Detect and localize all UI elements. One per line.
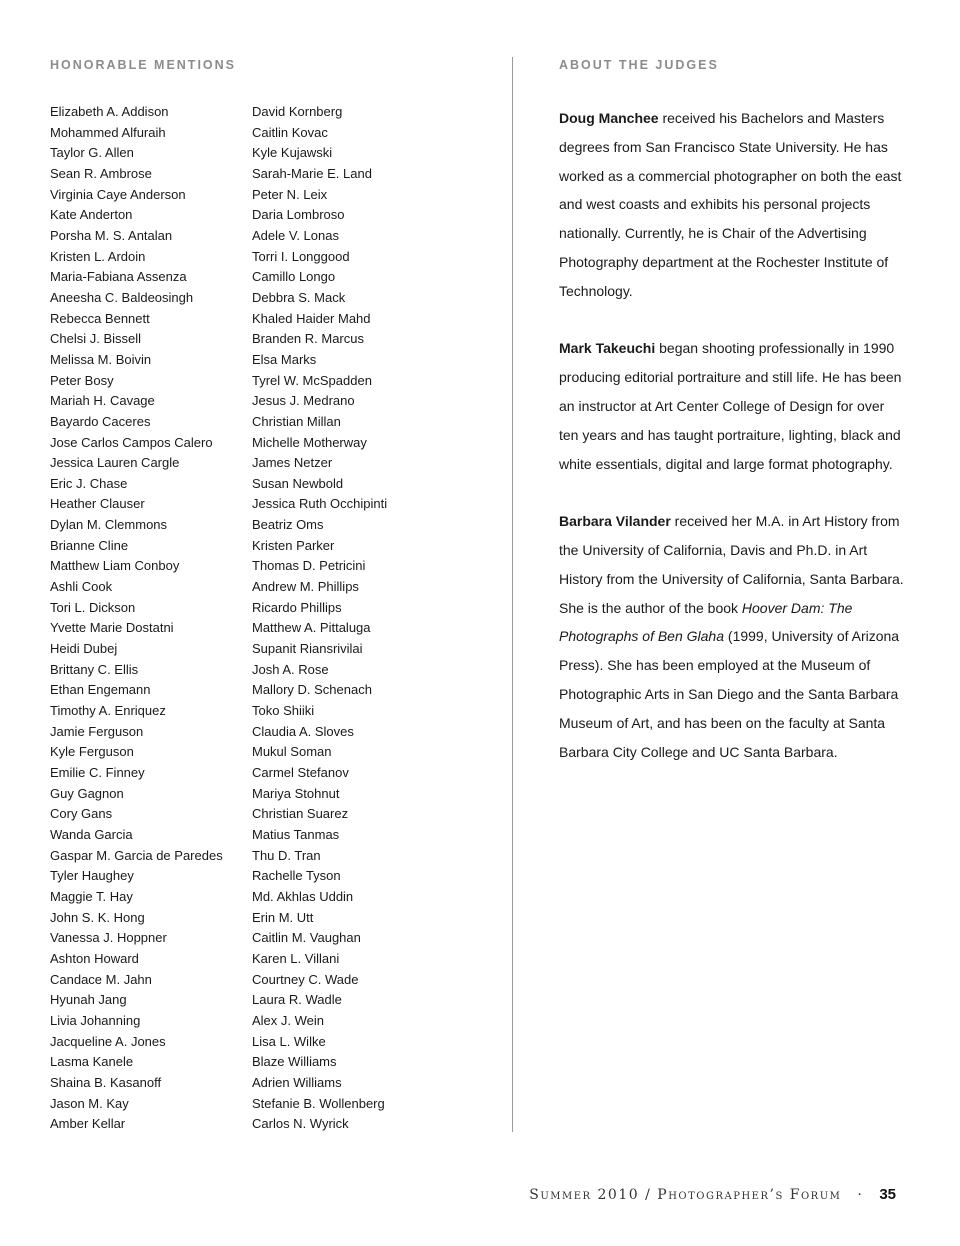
honoree-name: Kyle Kujawski bbox=[252, 145, 333, 161]
page-number: 35 bbox=[879, 1186, 896, 1203]
honoree-name: Cory Gans bbox=[50, 806, 113, 822]
honoree-name: Karen L. Villani bbox=[252, 950, 340, 966]
honoree-name: Ethan Engemann bbox=[50, 682, 151, 698]
honoree-name: Hyunah Jang bbox=[50, 992, 127, 1008]
honoree-name: Timothy A. Enriquez bbox=[50, 703, 166, 719]
about-judges-heading: ABOUT THE JUDGES bbox=[559, 58, 719, 72]
honoree-name: James Netzer bbox=[252, 455, 333, 471]
honoree-name: Adele V. Lonas bbox=[252, 227, 339, 243]
honoree-name: Elizabeth A. Addison bbox=[50, 104, 169, 119]
honoree-name: Matius Tanmas bbox=[252, 826, 340, 842]
honoree-name: Jamie Ferguson bbox=[50, 723, 144, 739]
honoree-name: Khaled Haider Mahd bbox=[252, 310, 371, 326]
honoree-name: Candace M. Jahn bbox=[50, 971, 152, 987]
honoree-name: Melissa M. Boivin bbox=[50, 351, 152, 367]
honoree-name: Maria-Fabiana Assenza bbox=[50, 269, 187, 285]
honoree-name: Blaze Williams bbox=[252, 1054, 337, 1070]
honoree-name: Sarah-Marie E. Land bbox=[252, 165, 372, 181]
honoree-name: Supanit Riansrivilai bbox=[252, 641, 363, 657]
honoree-name: Kristen Parker bbox=[252, 537, 335, 553]
honoree-name: Lisa L. Wilke bbox=[252, 1033, 326, 1049]
judge-bio-text: received his Bachelors and Masters degrees from San Francisco State University. He has worked as a commercial photographer on both the east and west coasts and exhibits his personal projects nationally. Currently, he is Chair of the Advertising Photography department at the Rochester Institute of Technology. bbox=[559, 110, 902, 299]
honoree-name: Jose Carlos Campos Calero bbox=[50, 434, 213, 450]
honoree-name: Vanessa J. Hoppner bbox=[50, 930, 167, 946]
honoree-name: Chelsi J. Bissell bbox=[50, 331, 142, 347]
honoree-name: Carlos N. Wyrick bbox=[252, 1116, 349, 1132]
honoree-name: Mariah H. Cavage bbox=[50, 393, 155, 409]
judge-bio bbox=[559, 507, 904, 766]
honoree-name: Maggie T. Hay bbox=[50, 888, 133, 904]
honoree-name: Jessica Ruth Occhipinti bbox=[252, 496, 388, 512]
honoree-name: Stefanie B. Wollenberg bbox=[252, 1095, 385, 1111]
honoree-name: Heidi Dubej bbox=[50, 641, 118, 657]
honoree-name: Amber Kellar bbox=[50, 1116, 126, 1132]
honoree-name: Branden R. Marcus bbox=[252, 331, 364, 347]
honoree-name: Matthew A. Pittaluga bbox=[252, 620, 371, 636]
judge-bio-text: began shooting professionally in 1990 producing editorial portraiture and still life. He has been an instructor at Art Center College of Design for over ten years and has taught portraiture, lighting, black and white essentials, digital and large format photography. bbox=[559, 340, 902, 472]
honoree-name: Guy Gagnon bbox=[50, 785, 124, 801]
honorable-mentions-right-column bbox=[252, 102, 472, 1135]
honoree-name: Brittany C. Ellis bbox=[50, 661, 139, 677]
honoree-name: Taylor G. Allen bbox=[50, 145, 134, 161]
publication-title: Summer 2010 / Photographer’s Forum bbox=[529, 1187, 842, 1203]
honoree-name: Claudia A. Sloves bbox=[252, 723, 354, 739]
honoree-name: Kyle Ferguson bbox=[50, 744, 134, 760]
honoree-name: Alex J. Wein bbox=[252, 1012, 325, 1028]
honoree-name: Ricardo Phillips bbox=[252, 599, 342, 615]
honoree-name: Adrien Williams bbox=[252, 1074, 342, 1090]
honoree-name: Md. Akhlas Uddin bbox=[252, 888, 354, 904]
footer-separator: · bbox=[857, 1187, 864, 1203]
honoree-name: Ashton Howard bbox=[50, 950, 139, 966]
honoree-name: Michelle Motherway bbox=[252, 434, 367, 450]
honorable-mentions-left-column bbox=[50, 102, 245, 1135]
honoree-name: John S. K. Hong bbox=[50, 909, 145, 925]
honoree-name: Jessica Lauren Cargle bbox=[50, 455, 180, 471]
honoree-name: Rachelle Tyson bbox=[252, 868, 341, 884]
honoree-name: Beatriz Oms bbox=[252, 517, 324, 533]
honoree-name: Sean R. Ambrose bbox=[50, 165, 152, 181]
honoree-name: Daria Lombroso bbox=[252, 207, 345, 223]
honoree-name: Josh A. Rose bbox=[252, 661, 329, 677]
honoree-name: Rebecca Bennett bbox=[50, 310, 150, 326]
honoree-name: Peter N. Leix bbox=[252, 186, 328, 202]
honoree-name: Mallory D. Schenach bbox=[252, 682, 372, 698]
honoree-name: Emilie C. Finney bbox=[50, 765, 145, 780]
honoree-name: Mohammed Alfuraih bbox=[50, 124, 166, 140]
honoree-name: Mukul Soman bbox=[252, 744, 332, 760]
judges-bios bbox=[559, 104, 904, 795]
honoree-name: David Kornberg bbox=[252, 104, 343, 119]
honoree-name: Kate Anderton bbox=[50, 207, 133, 223]
honoree-name: Torri I. Longgood bbox=[252, 248, 350, 264]
honoree-name: Kristen L. Ardoin bbox=[50, 248, 146, 264]
honoree-name: Lasma Kanele bbox=[50, 1054, 134, 1070]
honorable-mentions-heading: HONORABLE MENTIONS bbox=[50, 58, 236, 72]
honoree-name: Bayardo Caceres bbox=[50, 413, 151, 429]
honoree-name: Thu D. Tran bbox=[252, 847, 321, 863]
column-divider bbox=[512, 57, 513, 1132]
honoree-name: Christian Millan bbox=[252, 413, 341, 429]
honoree-name: Camillo Longo bbox=[252, 269, 336, 285]
judge-bio-text: received her M.A. in Art History from the University of California, Davis and Ph.D. in Art History from the University of California, Santa Barbara. She is the author of the book bbox=[559, 513, 904, 616]
honoree-name: Wanda Garcia bbox=[50, 826, 133, 842]
judge-bio bbox=[559, 334, 904, 478]
honoree-name: Matthew Liam Conboy bbox=[50, 558, 180, 574]
honoree-name: Tori L. Dickson bbox=[50, 599, 136, 615]
honoree-name: Carmel Stefanov bbox=[252, 765, 349, 780]
honoree-name: Thomas D. Petricini bbox=[252, 558, 366, 574]
judge-bio bbox=[559, 104, 904, 306]
honoree-name: Jacqueline A. Jones bbox=[50, 1033, 166, 1049]
honoree-name: Peter Bosy bbox=[50, 372, 114, 388]
honoree-name: Debbra S. Mack bbox=[252, 289, 346, 305]
honoree-name: Laura R. Wadle bbox=[252, 992, 342, 1008]
honoree-name: Toko Shiiki bbox=[252, 703, 315, 719]
honoree-name: Yvette Marie Dostatni bbox=[50, 620, 174, 636]
honoree-name: Jason M. Kay bbox=[50, 1095, 129, 1111]
honoree-name: Tyler Haughey bbox=[50, 868, 134, 884]
honoree-name: Dylan M. Clemmons bbox=[50, 517, 168, 533]
judge-name: Mark Takeuchi bbox=[559, 340, 656, 357]
judge-name: Doug Manchee bbox=[559, 110, 659, 126]
honoree-name: Caitlin Kovac bbox=[252, 124, 328, 140]
judge-name: Barbara Vilander bbox=[559, 513, 671, 530]
book-title: Hoover Dam: The Photographs of Ben Glaha bbox=[559, 599, 853, 645]
judge-bio-text: (1999, University of Arizona Press). She has been employed at the Museum of Photographic Arts in San Diego and the Santa Barbara Museum of Art, and has been on the faculty at Santa Barbara City College and UC Santa Barbara. bbox=[559, 628, 900, 760]
honoree-name: Tyrel W. McSpadden bbox=[252, 372, 372, 388]
honoree-name: Caitlin M. Vaughan bbox=[252, 930, 361, 946]
honoree-name: Erin M. Utt bbox=[252, 909, 314, 925]
honoree-name: Heather Clauser bbox=[50, 496, 145, 512]
honoree-name: Elsa Marks bbox=[252, 351, 317, 367]
honoree-name: Jesus J. Medrano bbox=[252, 393, 355, 409]
honoree-name: Andrew M. Phillips bbox=[252, 579, 359, 595]
honoree-name: Mariya Stohnut bbox=[252, 785, 340, 801]
honoree-name: Shaina B. Kasanoff bbox=[50, 1074, 162, 1090]
honoree-name: Brianne Cline bbox=[50, 537, 129, 553]
honoree-name: Aneesha C. Baldeosingh bbox=[50, 289, 194, 305]
honoree-name: Ashli Cook bbox=[50, 579, 113, 595]
honoree-name: Eric J. Chase bbox=[50, 475, 128, 491]
honoree-name: Christian Suarez bbox=[252, 806, 349, 822]
honoree-name: Virginia Caye Anderson bbox=[50, 186, 186, 202]
honoree-name: Susan Newbold bbox=[252, 475, 344, 491]
honoree-name: Courtney C. Wade bbox=[252, 971, 359, 987]
page-footer bbox=[529, 1186, 896, 1203]
honoree-name: Gaspar M. Garcia de Paredes bbox=[50, 847, 223, 863]
honoree-name: Porsha M. S. Antalan bbox=[50, 227, 173, 243]
honoree-name: Livia Johanning bbox=[50, 1012, 141, 1028]
